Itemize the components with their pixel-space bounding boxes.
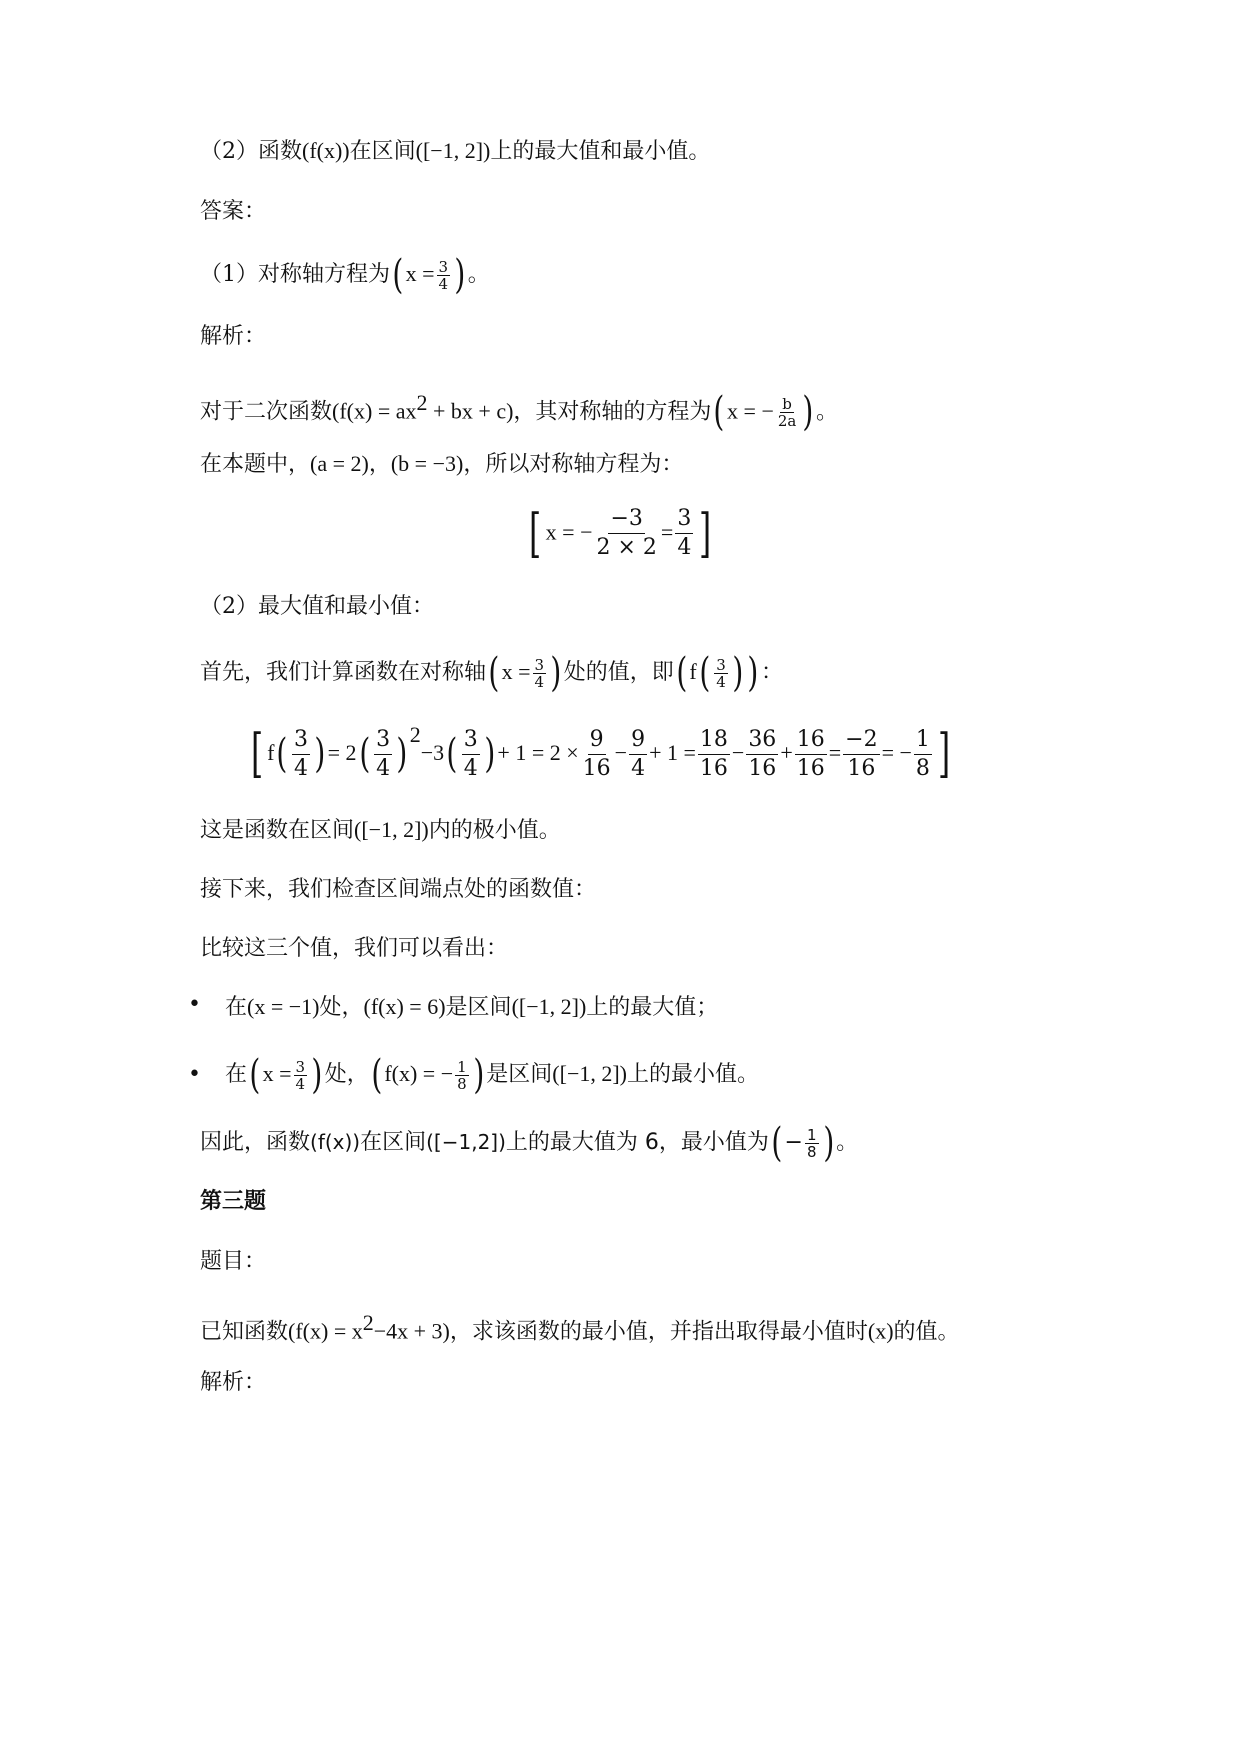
text: 。 <box>836 1130 859 1155</box>
text: 在本题中， <box>200 452 311 477</box>
denominator: 2 × 2 <box>596 535 657 560</box>
text: 处的值，即 <box>563 660 674 685</box>
fraction <box>675 505 693 562</box>
text: ： <box>761 660 784 685</box>
numerator: −2 <box>843 726 879 755</box>
paren-close: ) <box>314 731 326 777</box>
text: 是区间 <box>445 995 512 1020</box>
numerator: 3 <box>716 655 726 674</box>
numerator: 3 <box>295 1057 306 1076</box>
fraction <box>292 726 310 783</box>
text: 对于二次函数 <box>200 399 333 425</box>
paren-open: ( <box>446 731 458 777</box>
text: 处， <box>319 995 364 1020</box>
section-heading: 第三题 <box>200 1189 267 1214</box>
denominator: 4 <box>677 535 692 560</box>
next-line: 接下来，我们检查区间端点处的函数值： <box>200 877 597 902</box>
math-expr: = <box>828 740 842 765</box>
text: 因此，函数 <box>200 1130 311 1155</box>
answer-1-line <box>200 252 490 298</box>
paren-open: ( <box>371 1052 382 1098</box>
denominator: 8 <box>457 1074 467 1093</box>
paren-close: ) <box>454 252 466 298</box>
fraction <box>462 726 480 783</box>
paren-close: ) <box>802 389 814 436</box>
numerator: 1 <box>806 1125 817 1144</box>
math-expr: f <box>689 659 697 684</box>
text: 内的极小值。 <box>428 818 561 843</box>
fraction <box>795 726 827 783</box>
fraction <box>776 396 799 429</box>
paren-close: ) <box>822 1120 834 1166</box>
exponent: 2 <box>416 390 428 415</box>
math-expr: = <box>660 519 674 545</box>
local-min-line <box>200 813 561 848</box>
first-line <box>200 650 784 696</box>
paren-open: ( <box>713 389 725 436</box>
bracket-open: [ <box>529 503 542 564</box>
paren-open: ( <box>488 650 500 696</box>
analysis-label: 解析： <box>200 324 267 349</box>
text: ， <box>368 452 391 477</box>
math-expr: + <box>780 740 793 765</box>
text: 在区间 <box>349 139 416 164</box>
math-interval: ([−1, 2]) <box>511 994 587 1019</box>
bullet-1-marker: • <box>188 992 201 1017</box>
math-expr: − <box>784 1130 803 1155</box>
text: 是区间 <box>486 1062 553 1087</box>
text: 。 <box>467 262 490 287</box>
text: ，最小值为 <box>658 1130 769 1155</box>
fraction <box>533 657 547 690</box>
numerator: 16 <box>795 726 827 755</box>
denominator: 8 <box>915 755 930 781</box>
numerator: 3 <box>438 257 449 276</box>
math-expr: − <box>614 740 628 765</box>
fraction <box>374 726 392 783</box>
paren-close: ) <box>473 1052 484 1098</box>
bullet-2-line <box>225 1052 760 1098</box>
math-expr: (f(x)) <box>310 1130 361 1154</box>
math-interval: ([−1,2]) <box>426 1130 506 1154</box>
axis-calc-formula <box>0 505 1241 562</box>
exponent: 2 <box>409 722 421 747</box>
math-expr: (f(x) = 6) <box>363 994 446 1019</box>
fraction <box>581 726 613 783</box>
numerator: 3 <box>292 726 310 755</box>
denominator: 4 <box>376 755 391 781</box>
fraction <box>629 726 647 783</box>
analysis-label-2: 解析： <box>200 1370 267 1395</box>
answer-2-label: （2）最大值和最小值： <box>200 594 434 619</box>
in-problem-line <box>200 447 683 482</box>
math-expr: = − <box>881 740 912 765</box>
paren-close: ) <box>484 731 496 777</box>
paren-open: ( <box>249 1052 261 1098</box>
paren-open: ( <box>771 1120 783 1166</box>
fraction <box>914 726 932 783</box>
bracket-close: ] <box>699 503 712 564</box>
denominator: 4 <box>534 672 545 691</box>
function-value-formula <box>0 722 1221 783</box>
math-expr: − <box>731 740 745 765</box>
math-expr: (a = 2) <box>310 451 369 476</box>
given-line <box>200 1306 960 1349</box>
bullet-1-line <box>225 990 718 1025</box>
fraction <box>714 657 728 690</box>
max-value: 6 <box>644 1130 659 1155</box>
denominator: 4 <box>295 1074 306 1093</box>
math-interval: ([−1, 2]) <box>552 1061 628 1086</box>
denominator: 16 <box>699 755 728 781</box>
numerator: 1 <box>457 1057 467 1076</box>
paren-open: ( <box>698 650 710 696</box>
math-expr: x = <box>262 1061 292 1086</box>
question-2-line <box>200 134 710 169</box>
fraction <box>746 726 778 783</box>
math-expr: (f(x) = ax <box>332 398 417 424</box>
exponent: 2 <box>362 1310 374 1335</box>
denominator: 4 <box>631 755 646 781</box>
math-expr: x = − <box>545 519 593 545</box>
bullet-2-marker: • <box>188 1062 201 1087</box>
math-expr: = 2 <box>327 740 357 765</box>
numerator: 1 <box>914 726 932 755</box>
math-expr: f(x) = − <box>384 1061 454 1086</box>
text: 已知函数 <box>200 1319 289 1345</box>
math-expr: (x) <box>867 1318 894 1344</box>
denominator: 16 <box>796 755 825 781</box>
text: ，求该函数的最小值，并指出取得最小值时 <box>449 1319 868 1345</box>
denominator: 2a <box>777 411 797 430</box>
compare-line: 比较这三个值，我们可以看出： <box>200 936 509 961</box>
numerator: 9 <box>588 726 606 755</box>
math-expr: x = <box>501 659 531 684</box>
numerator: 9 <box>629 726 647 755</box>
conclusion-line <box>200 1120 859 1166</box>
numerator: 3 <box>462 726 480 755</box>
paren-close: ) <box>550 650 562 696</box>
math-interval: ([−1, 2]) <box>415 138 491 163</box>
text: 上的最大值和最小值。 <box>490 139 711 164</box>
fraction <box>455 1059 469 1092</box>
fraction <box>437 259 451 292</box>
math-expr: x = − <box>727 398 774 424</box>
text: 在区间 <box>360 1130 427 1155</box>
text: 上的最大值； <box>586 995 719 1020</box>
text: 的值。 <box>893 1319 960 1345</box>
math-expr: + bx + c) <box>427 398 514 424</box>
text: ，所以对称轴方程为： <box>463 452 684 477</box>
text: 在 <box>225 1062 248 1087</box>
text: 首先，我们计算函数在对称轴 <box>200 660 487 685</box>
denominator: 4 <box>716 672 726 691</box>
math-expr: (f(x)) <box>302 138 350 163</box>
fraction <box>843 726 879 783</box>
numerator: 18 <box>698 726 730 755</box>
numerator: 3 <box>534 655 545 674</box>
denominator: 4 <box>294 755 309 781</box>
math-expr: (x = −1) <box>247 994 320 1019</box>
paren-close: ) <box>747 650 759 696</box>
text: 处， <box>324 1062 369 1087</box>
paren-close: ) <box>311 1052 323 1098</box>
numerator: b <box>782 394 792 413</box>
bracket-close: ] <box>937 724 951 784</box>
quadratic-line <box>200 386 838 436</box>
text: 上的最大值为 <box>505 1130 645 1155</box>
math-expr: −3 <box>420 740 445 765</box>
denominator: 4 <box>438 274 449 293</box>
question-label: 题目： <box>200 1249 267 1274</box>
answer-label: 答案： <box>200 199 267 224</box>
numerator: 3 <box>675 505 693 534</box>
numerator: 3 <box>374 726 392 755</box>
text: 在 <box>225 995 248 1020</box>
numerator: 36 <box>746 726 778 755</box>
paren-open: ( <box>358 731 370 777</box>
denominator: 4 <box>463 755 478 781</box>
math-expr: (f(x) = x <box>288 1318 363 1344</box>
fraction <box>805 1127 819 1160</box>
math-expr: f <box>267 740 275 765</box>
text: （1）对称轴方程为 <box>200 262 390 287</box>
text: 这是函数在区间 <box>200 818 355 843</box>
text: （2）函数 <box>200 139 302 164</box>
math-expr: + 1 = <box>649 740 696 765</box>
denominator: 8 <box>806 1142 817 1161</box>
bracket-open: [ <box>250 724 264 784</box>
paren-open: ( <box>276 731 288 777</box>
fraction <box>698 726 730 783</box>
text: ，其对称轴的方程为 <box>513 399 712 425</box>
math-expr: (b = −3) <box>390 451 464 476</box>
text: 上的最小值。 <box>627 1062 760 1087</box>
paren-close: ) <box>732 650 744 696</box>
denominator: 16 <box>582 755 611 781</box>
denominator: 16 <box>847 755 876 781</box>
denominator: 16 <box>748 755 777 781</box>
math-interval: ([−1, 2]) <box>354 817 429 842</box>
text: 。 <box>815 399 838 425</box>
fraction <box>594 505 658 562</box>
paren-close: ) <box>396 731 408 777</box>
numerator: −3 <box>608 505 644 534</box>
math-expr: −4x + 3) <box>373 1318 450 1344</box>
paren-open: ( <box>392 252 404 298</box>
paren-open: ( <box>676 650 687 696</box>
fraction <box>294 1059 308 1092</box>
math-expr: + 1 = 2 × <box>497 740 579 765</box>
math-expr: x = <box>405 261 435 286</box>
